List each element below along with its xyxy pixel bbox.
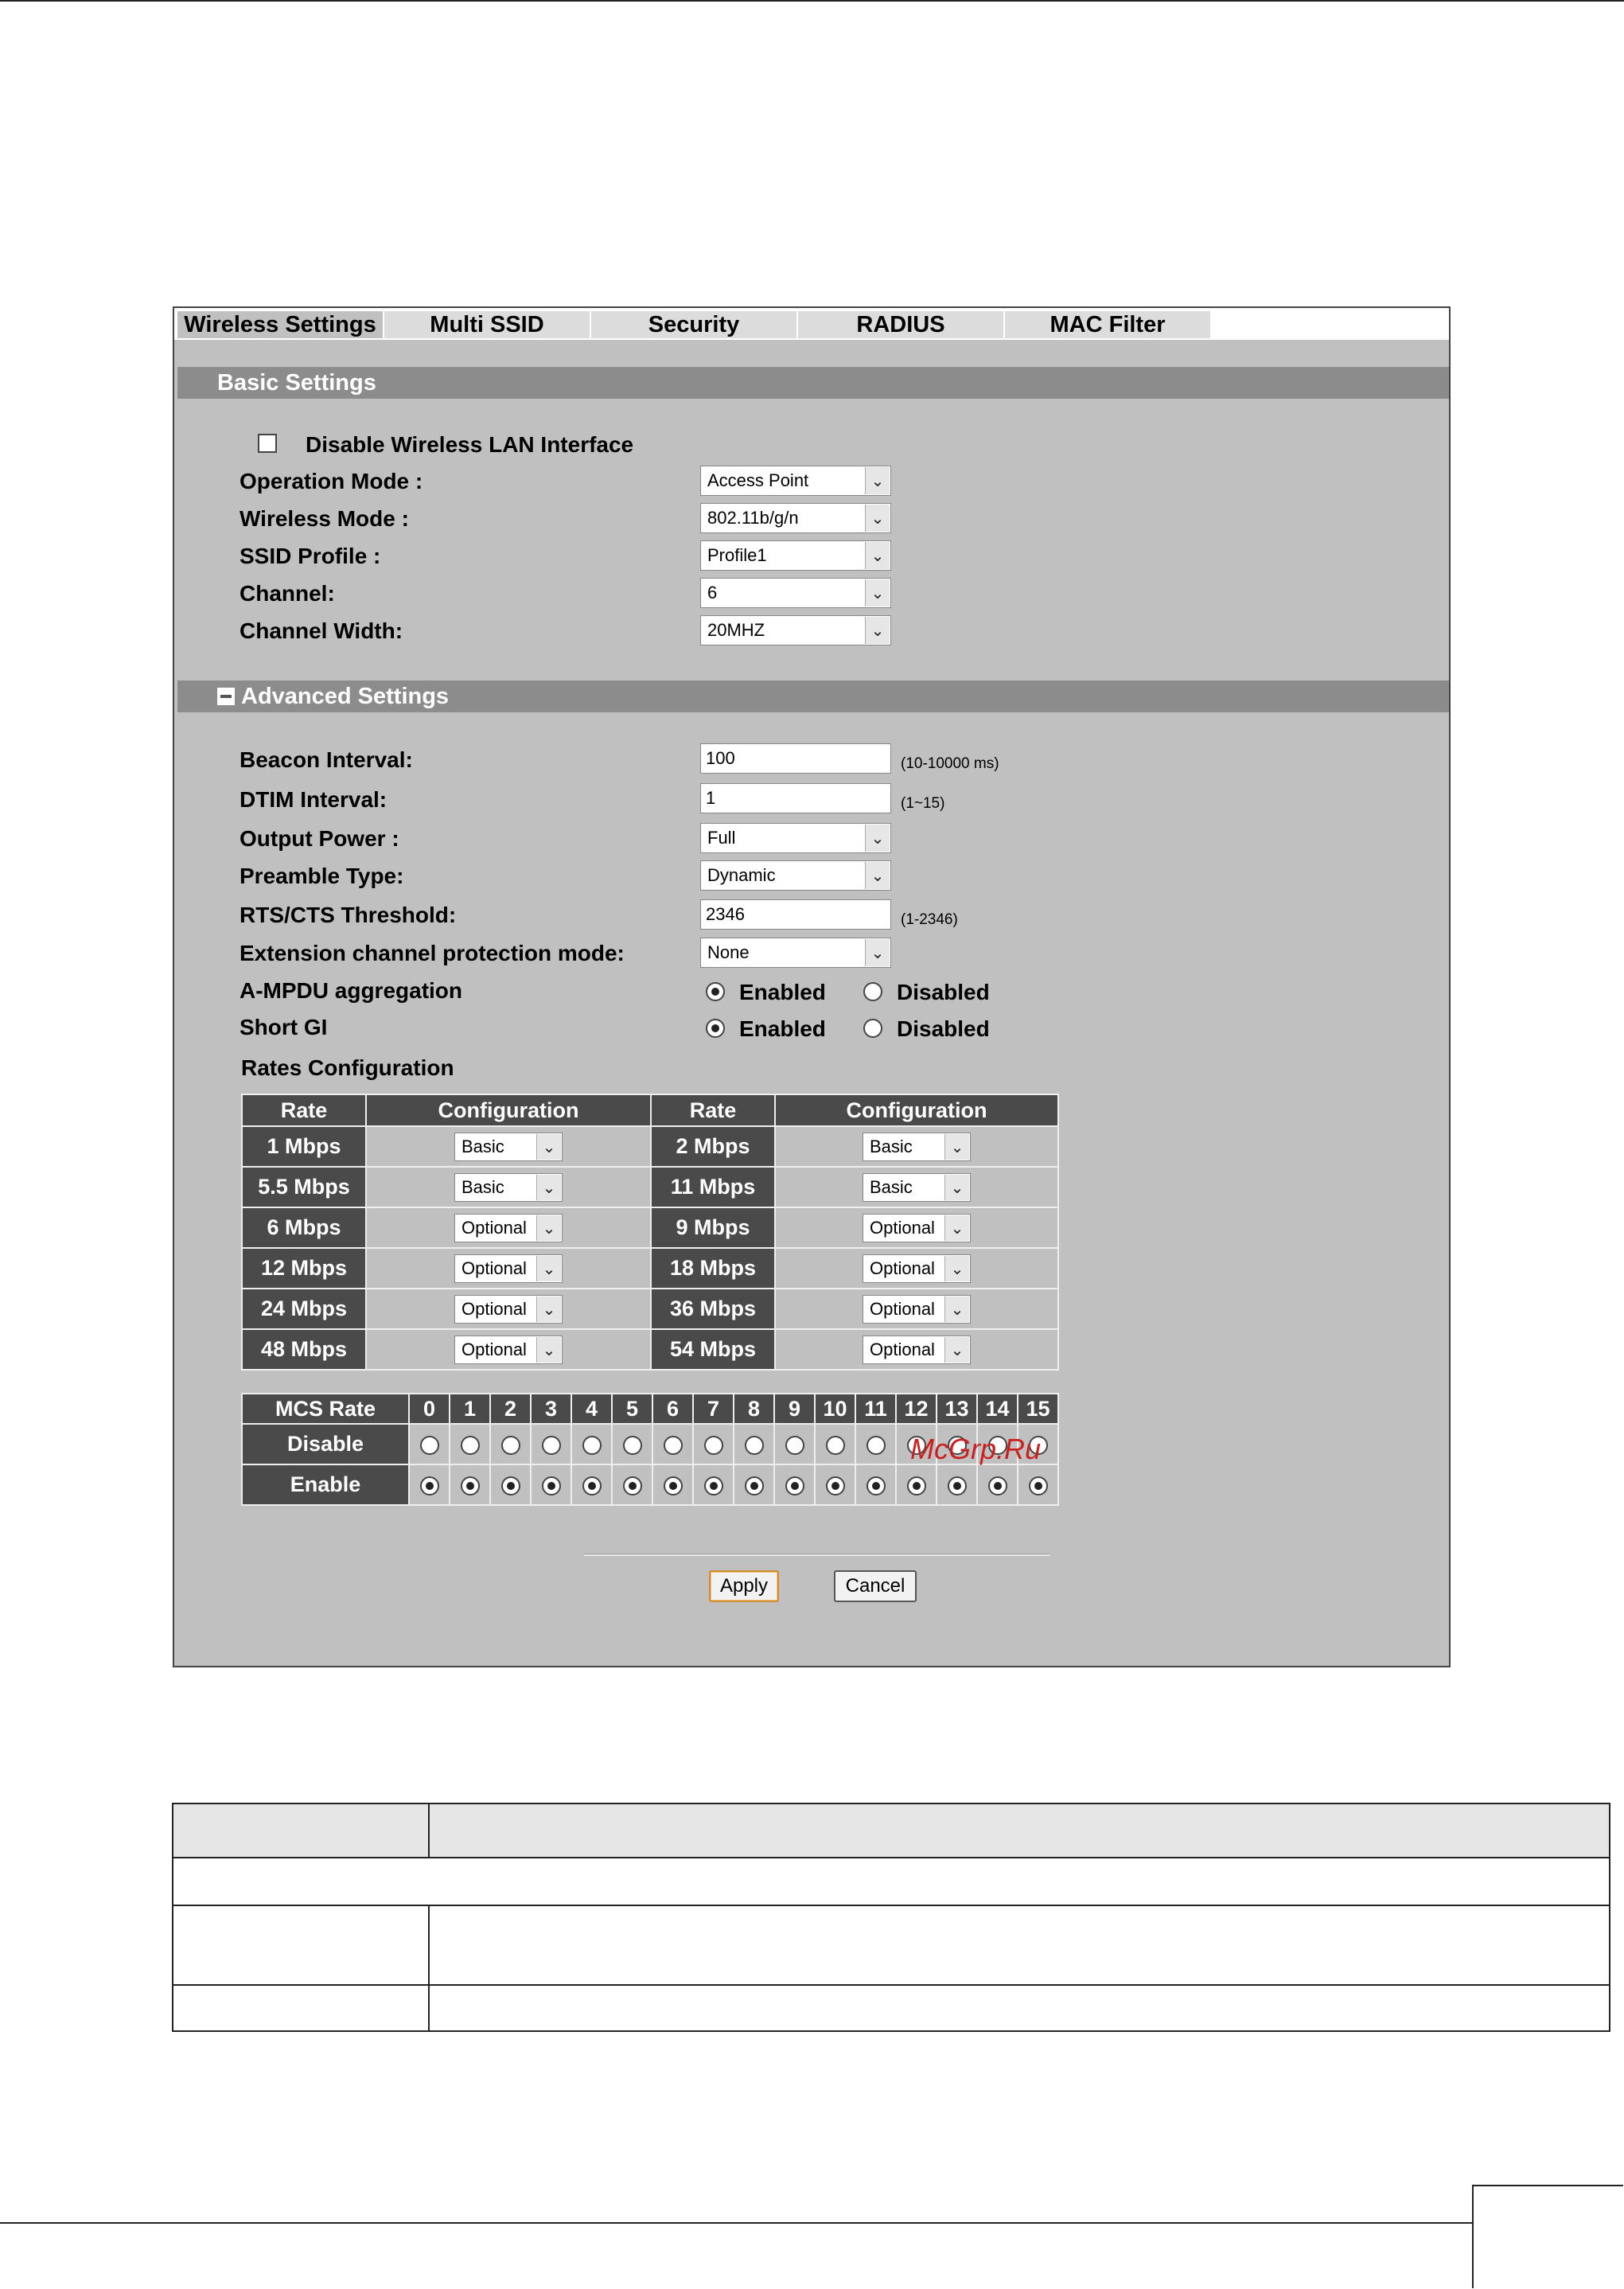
chevron-down-icon: ⌄ <box>865 939 890 966</box>
config-col-header: Configuration <box>366 1094 651 1126</box>
cancel-button[interactable]: Cancel <box>834 1570 917 1602</box>
watermark: McGrp.Ru <box>910 1433 1042 1465</box>
ampdu-enabled-radio[interactable] <box>706 982 725 1001</box>
rate-config-select[interactable] <box>863 1336 971 1364</box>
config-col-header: Configuration <box>775 1094 1058 1126</box>
wireless-mode-select[interactable] <box>700 503 891 533</box>
chevron-down-icon: ⌄ <box>536 1256 561 1281</box>
rate-row <box>242 1167 1058 1207</box>
rate-config-cell <box>366 1248 651 1289</box>
mcs-index: 3 <box>531 1394 571 1424</box>
rate-config-value: Optional <box>870 1339 935 1359</box>
top-rule <box>0 0 1624 2</box>
chevron-down-icon: ⌄ <box>944 1256 969 1281</box>
operation-mode-label: Operation Mode : <box>240 469 423 493</box>
chevron-down-icon: ⌄ <box>536 1175 561 1200</box>
chevron-down-icon: ⌄ <box>536 1297 561 1322</box>
rate-config-cell <box>775 1126 1058 1167</box>
rate-config-select[interactable] <box>863 1295 971 1324</box>
rate-row <box>242 1329 1058 1370</box>
mcs-rate-header: MCS Rate <box>242 1394 409 1424</box>
channel-label: Channel: <box>240 581 335 606</box>
channel-select[interactable] <box>700 578 891 608</box>
dtim-interval-label: DTIM Interval: <box>240 787 388 812</box>
mcs-enable-label: Enable <box>242 1464 409 1505</box>
rate-config-value: Basic <box>870 1176 913 1197</box>
rate-label: 2 Mbps <box>651 1126 775 1167</box>
chevron-down-icon: ⌄ <box>865 542 890 569</box>
rate-config-value: Optional <box>461 1298 527 1319</box>
basic-settings-title: Basic Settings <box>217 370 376 396</box>
rate-config-cell <box>366 1289 651 1329</box>
tab-bar <box>174 308 1449 340</box>
rts-cts-input[interactable]: 2346 <box>700 899 891 930</box>
mcs-disable-radio[interactable] <box>501 1436 520 1455</box>
rates-config-title: Rates Configuration <box>241 1055 454 1080</box>
chevron-down-icon: ⌄ <box>536 1337 561 1363</box>
apply-button[interactable]: Apply <box>709 1570 779 1602</box>
mcs-disable-label: Disable <box>242 1424 409 1464</box>
disable-wlan-label: Disable Wireless LAN Interface <box>306 432 634 457</box>
rate-config-cell <box>775 1207 1058 1248</box>
rate-config-value: Optional <box>461 1217 527 1238</box>
chevron-down-icon: ⌄ <box>536 1134 561 1160</box>
rate-config-select[interactable] <box>454 1173 563 1202</box>
short-gi-label: Short GI <box>240 1015 328 1039</box>
output-power-value: Full <box>707 828 736 848</box>
description-table <box>172 1803 1610 2032</box>
disable-wlan-checkbox[interactable] <box>258 434 277 453</box>
mcs-index: 13 <box>937 1394 977 1424</box>
rate-config-cell <box>775 1289 1058 1329</box>
rate-label: 18 Mbps <box>651 1248 775 1289</box>
mcs-enable-radio[interactable] <box>420 1476 439 1495</box>
mcs-enable-radio[interactable] <box>867 1476 886 1495</box>
rate-config-select[interactable] <box>454 1254 563 1283</box>
mcs-enable-radio[interactable] <box>623 1476 642 1495</box>
rate-config-select[interactable] <box>863 1254 971 1283</box>
rate-label: 5.5 Mbps <box>242 1167 366 1207</box>
basic-settings-header <box>177 367 1449 399</box>
preamble-type-label: Preamble Type: <box>240 864 404 888</box>
rate-config-select[interactable] <box>863 1133 971 1161</box>
wireless-mode-label: Wireless Mode : <box>240 506 409 531</box>
ext-channel-select[interactable] <box>700 938 891 968</box>
ssid-profile-label: SSID Profile : <box>240 544 381 568</box>
bottom-rule <box>0 2222 1472 2224</box>
rate-config-value: Basic <box>870 1136 913 1156</box>
rts-cts-label: RTS/CTS Threshold: <box>240 903 457 927</box>
mcs-disable-radio[interactable] <box>623 1436 642 1455</box>
rate-row <box>242 1248 1058 1289</box>
page-number-box <box>1472 2185 1623 2288</box>
rate-col-header: Rate <box>651 1094 775 1126</box>
rate-config-cell <box>366 1207 651 1248</box>
chevron-down-icon: ⌄ <box>865 505 890 532</box>
rate-config-value: Optional <box>461 1339 527 1359</box>
rate-config-cell <box>366 1126 651 1167</box>
mcs-disable-radio[interactable] <box>582 1436 602 1455</box>
rate-label: 6 Mbps <box>242 1207 366 1248</box>
rate-row <box>242 1289 1058 1329</box>
rate-config-cell <box>775 1329 1058 1370</box>
rate-config-cell <box>775 1167 1058 1207</box>
ext-channel-value: None <box>707 942 750 962</box>
button-divider <box>584 1554 1050 1556</box>
mcs-disable-radio[interactable] <box>664 1436 683 1455</box>
ssid-profile-select[interactable] <box>700 540 891 571</box>
rate-label: 12 Mbps <box>242 1248 366 1289</box>
mcs-enable-radio[interactable] <box>664 1476 683 1495</box>
rate-config-select[interactable] <box>454 1133 563 1161</box>
beacon-interval-input[interactable]: 100 <box>700 743 891 774</box>
output-power-select[interactable] <box>700 823 891 853</box>
ext-channel-label: Extension channel protection mode: <box>240 941 625 965</box>
rate-config-select[interactable] <box>454 1295 563 1324</box>
preamble-type-value: Dynamic <box>707 865 776 885</box>
tab-multi-ssid[interactable]: Multi SSID <box>384 311 590 338</box>
chevron-down-icon: ⌄ <box>865 579 890 606</box>
description-header-row <box>173 1804 1610 1858</box>
chevron-down-icon: ⌄ <box>865 617 890 644</box>
mcs-enable-radio[interactable] <box>745 1476 764 1495</box>
ampdu-disabled-radio[interactable] <box>863 982 882 1001</box>
output-power-label: Output Power : <box>240 826 399 851</box>
rate-label: 54 Mbps <box>651 1329 775 1370</box>
description-row <box>173 1985 1610 2031</box>
mcs-index: 10 <box>815 1394 855 1424</box>
mcs-enable-radio[interactable] <box>785 1476 804 1495</box>
mcs-index: 4 <box>571 1394 612 1424</box>
mcs-disable-radio[interactable] <box>704 1436 723 1455</box>
rate-label: 36 Mbps <box>651 1289 775 1329</box>
mcs-enable-radio[interactable] <box>501 1476 520 1495</box>
operation-mode-select[interactable] <box>700 466 891 496</box>
mcs-enable-radio[interactable] <box>988 1476 1007 1495</box>
chevron-down-icon: ⌄ <box>865 862 890 889</box>
short-gi-enabled-label: Enabled <box>739 1016 826 1041</box>
mcs-disable-radio[interactable] <box>867 1436 886 1455</box>
mcs-index: 6 <box>652 1394 693 1424</box>
chevron-down-icon: ⌄ <box>536 1215 561 1241</box>
rate-label: 1 Mbps <box>242 1126 366 1167</box>
advanced-settings-title: Advanced Settings <box>241 684 450 709</box>
ampdu-label: A-MPDU aggregation <box>240 978 462 1003</box>
mcs-index: 15 <box>1018 1394 1058 1424</box>
mcs-index: 14 <box>977 1394 1018 1424</box>
ampdu-enabled-label: Enabled <box>739 980 826 1004</box>
channel-width-label: Channel Width: <box>240 618 403 643</box>
operation-mode-value: Access Point <box>707 470 809 490</box>
mcs-index: 11 <box>855 1394 896 1424</box>
short-gi-disabled-radio[interactable] <box>863 1019 882 1038</box>
short-gi-enabled-radio[interactable] <box>706 1019 725 1038</box>
rate-label: 24 Mbps <box>242 1289 366 1329</box>
mcs-enable-radio[interactable] <box>582 1476 602 1495</box>
tab-mac-filter[interactable]: MAC Filter <box>1005 311 1210 338</box>
mcs-disable-radio[interactable] <box>745 1436 764 1455</box>
rate-col-header: Rate <box>242 1094 366 1126</box>
advanced-settings-header[interactable] <box>177 680 1449 712</box>
rates-header-row <box>242 1094 1058 1126</box>
rate-row <box>242 1126 1058 1167</box>
rate-label: 48 Mbps <box>242 1329 366 1370</box>
wireless-mode-value: 802.11b/g/n <box>707 508 799 528</box>
mcs-disable-radio[interactable] <box>461 1436 480 1455</box>
rate-config-value: Basic <box>461 1136 504 1156</box>
chevron-down-icon: ⌄ <box>944 1134 969 1160</box>
chevron-down-icon: ⌄ <box>944 1175 969 1200</box>
rate-config-select[interactable] <box>863 1214 971 1242</box>
description-row <box>173 1905 1610 1985</box>
rate-config-cell <box>775 1248 1058 1289</box>
mcs-enable-radio[interactable] <box>907 1476 926 1495</box>
rts-cts-hint: (1-2346) <box>901 911 958 928</box>
tab-security[interactable]: Security <box>591 311 796 338</box>
tab-radius[interactable]: RADIUS <box>798 311 1003 338</box>
mcs-header-row <box>242 1394 1058 1424</box>
mcs-disable-radio[interactable] <box>785 1436 804 1455</box>
rate-label: 11 Mbps <box>651 1167 775 1207</box>
mcs-index: 9 <box>774 1394 815 1424</box>
channel-width-value: 20MHZ <box>707 620 765 640</box>
tab-wireless-settings[interactable]: Wireless Settings <box>177 311 383 338</box>
rates-table <box>241 1094 1059 1371</box>
rate-config-select[interactable] <box>454 1336 563 1364</box>
chevron-down-icon: ⌄ <box>865 825 890 852</box>
preamble-type-select[interactable] <box>700 860 891 891</box>
rate-label: 9 Mbps <box>651 1207 775 1248</box>
chevron-down-icon: ⌄ <box>865 467 890 494</box>
short-gi-disabled-label: Disabled <box>897 1016 990 1041</box>
mcs-index: 12 <box>896 1394 937 1424</box>
mcs-enable-radio[interactable] <box>461 1476 480 1495</box>
wireless-settings-panel <box>173 306 1451 1667</box>
mcs-enable-row <box>242 1464 1058 1505</box>
dtim-interval-input[interactable]: 1 <box>700 783 891 813</box>
beacon-interval-hint: (10-10000 ms) <box>901 755 999 772</box>
rate-row <box>242 1207 1058 1248</box>
channel-width-select[interactable] <box>700 615 891 645</box>
rate-config-select[interactable] <box>863 1173 971 1202</box>
mcs-index: 7 <box>693 1394 734 1424</box>
chevron-down-icon: ⌄ <box>944 1337 969 1363</box>
mcs-enable-radio[interactable] <box>1029 1476 1048 1495</box>
mcs-index: 5 <box>612 1394 652 1424</box>
description-section-row <box>173 1858 1610 1905</box>
mcs-enable-radio[interactable] <box>542 1476 561 1495</box>
mcs-index: 2 <box>490 1394 531 1424</box>
ampdu-disabled-label: Disabled <box>897 980 990 1004</box>
rate-config-value: Basic <box>461 1176 504 1197</box>
rate-config-select[interactable] <box>454 1214 563 1242</box>
dtim-interval-hint: (1~15) <box>901 795 945 812</box>
rate-config-value: Optional <box>870 1217 935 1238</box>
rate-config-cell <box>366 1329 651 1370</box>
mcs-disable-radio[interactable] <box>826 1436 845 1455</box>
minus-icon[interactable] <box>217 688 235 705</box>
chevron-down-icon: ⌄ <box>944 1215 969 1241</box>
rate-config-value: Optional <box>870 1258 935 1278</box>
mcs-index: 1 <box>450 1394 490 1424</box>
mcs-index: 0 <box>409 1394 450 1424</box>
mcs-disable-radio[interactable] <box>542 1436 561 1455</box>
mcs-enable-radio[interactable] <box>948 1476 967 1495</box>
rate-config-value: Optional <box>870 1298 935 1319</box>
channel-value: 6 <box>707 583 718 602</box>
rate-config-cell <box>366 1167 651 1207</box>
mcs-enable-radio[interactable] <box>704 1476 723 1495</box>
mcs-enable-radio[interactable] <box>826 1476 845 1495</box>
mcs-disable-radio[interactable] <box>420 1436 439 1455</box>
chevron-down-icon: ⌄ <box>944 1297 969 1322</box>
ssid-profile-value: Profile1 <box>707 545 767 565</box>
beacon-interval-label: Beacon Interval: <box>240 747 413 772</box>
mcs-index: 8 <box>734 1394 774 1424</box>
rate-config-value: Optional <box>461 1258 527 1278</box>
